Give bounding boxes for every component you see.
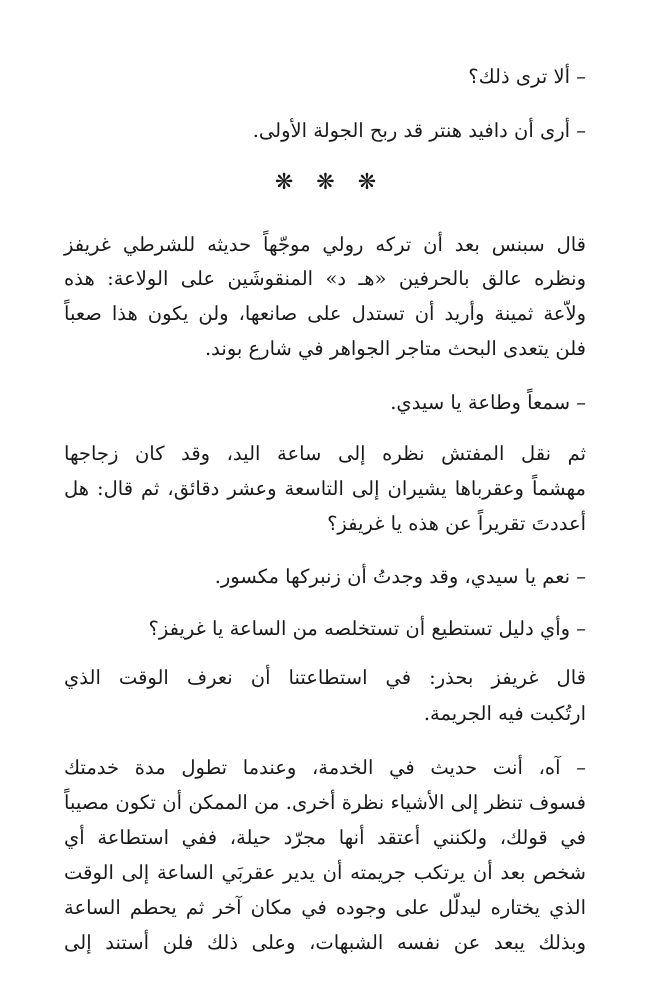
text-line: ثم نقل المفتش نظره إلى ساعة اليد، وقد كان زجاجها bbox=[64, 442, 586, 465]
text-line: فلن يتعدى البحث متاجر الجواهر في شارع بوند. bbox=[204, 337, 586, 360]
text-line: – آه، أنت حديث في الخدمة، وعندما تطول مدة خدمتك bbox=[64, 756, 586, 779]
text-line: – سمعاً وطاعة يا سيدي. bbox=[390, 391, 586, 414]
text-line: – أرى أن دافيد هنتر قد ربح الجولة الأولى. bbox=[252, 119, 586, 142]
text-line: ولاّعة ثمينة وأريد أن تستدل على صانعها، ولن يكون هذا صعباً bbox=[64, 302, 586, 325]
section-separator bbox=[0, 168, 651, 198]
text-line: مهشماً وعقرباها يشيران إلى التاسعة وعشر دقائق، ثم قال: هل bbox=[64, 477, 586, 500]
text-line: – وأي دليل تستطيع أن تستخلصه من الساعة يا غريفز؟ bbox=[148, 617, 586, 640]
separator-asterisk-icon: ❋ bbox=[274, 170, 294, 195]
text-line: – نعم يا سيدي، وقد وجدتُ أن زنبركها مكسور. bbox=[214, 565, 586, 588]
text-line: قال غريفز بحذر: في استطاعتنا أن نعرف الوقت الذي bbox=[64, 666, 586, 689]
text-line: – ألا ترى ذلك؟ bbox=[468, 65, 586, 88]
text-line: ارتُكبت فيه الجريمة. bbox=[423, 702, 586, 725]
separator-asterisk-icon: ❋ bbox=[316, 170, 335, 195]
text-line: في قولك، ولكنني أعتقد أنها مجرّد حيلة، ففي استطاعة أي bbox=[64, 826, 586, 849]
text-line: فسوف تنظر إلى الأشياء نظرة أخرى. من الممكن أن تكون مصيباً bbox=[64, 791, 586, 814]
separator-asterisk-icon: ❋ bbox=[357, 170, 377, 195]
text-line: أعددتَ تقريراً عن هذه يا غريفز؟ bbox=[327, 512, 586, 535]
text-line: وبذلك يبعد عن نفسه الشبهات، وعلى ذلك فلن أستند إلى bbox=[64, 931, 586, 954]
text-line: ونظره عالق بالحرفين «هـ د» المنقوشَين على الولاعة: هذه bbox=[64, 267, 586, 290]
text-line: الذي يختاره ليدلّل على وجوده في مكان آخر ثم يحطم الساعة bbox=[64, 896, 586, 919]
text-line: قال سبنس بعد أن تركه رولي موجّهاً حديثه للشرطي غريفز bbox=[64, 233, 586, 256]
text-line: شخص بعد أن يرتكب جريمته أن يدير عقربَي الساعة إلى الوقت bbox=[64, 861, 586, 884]
